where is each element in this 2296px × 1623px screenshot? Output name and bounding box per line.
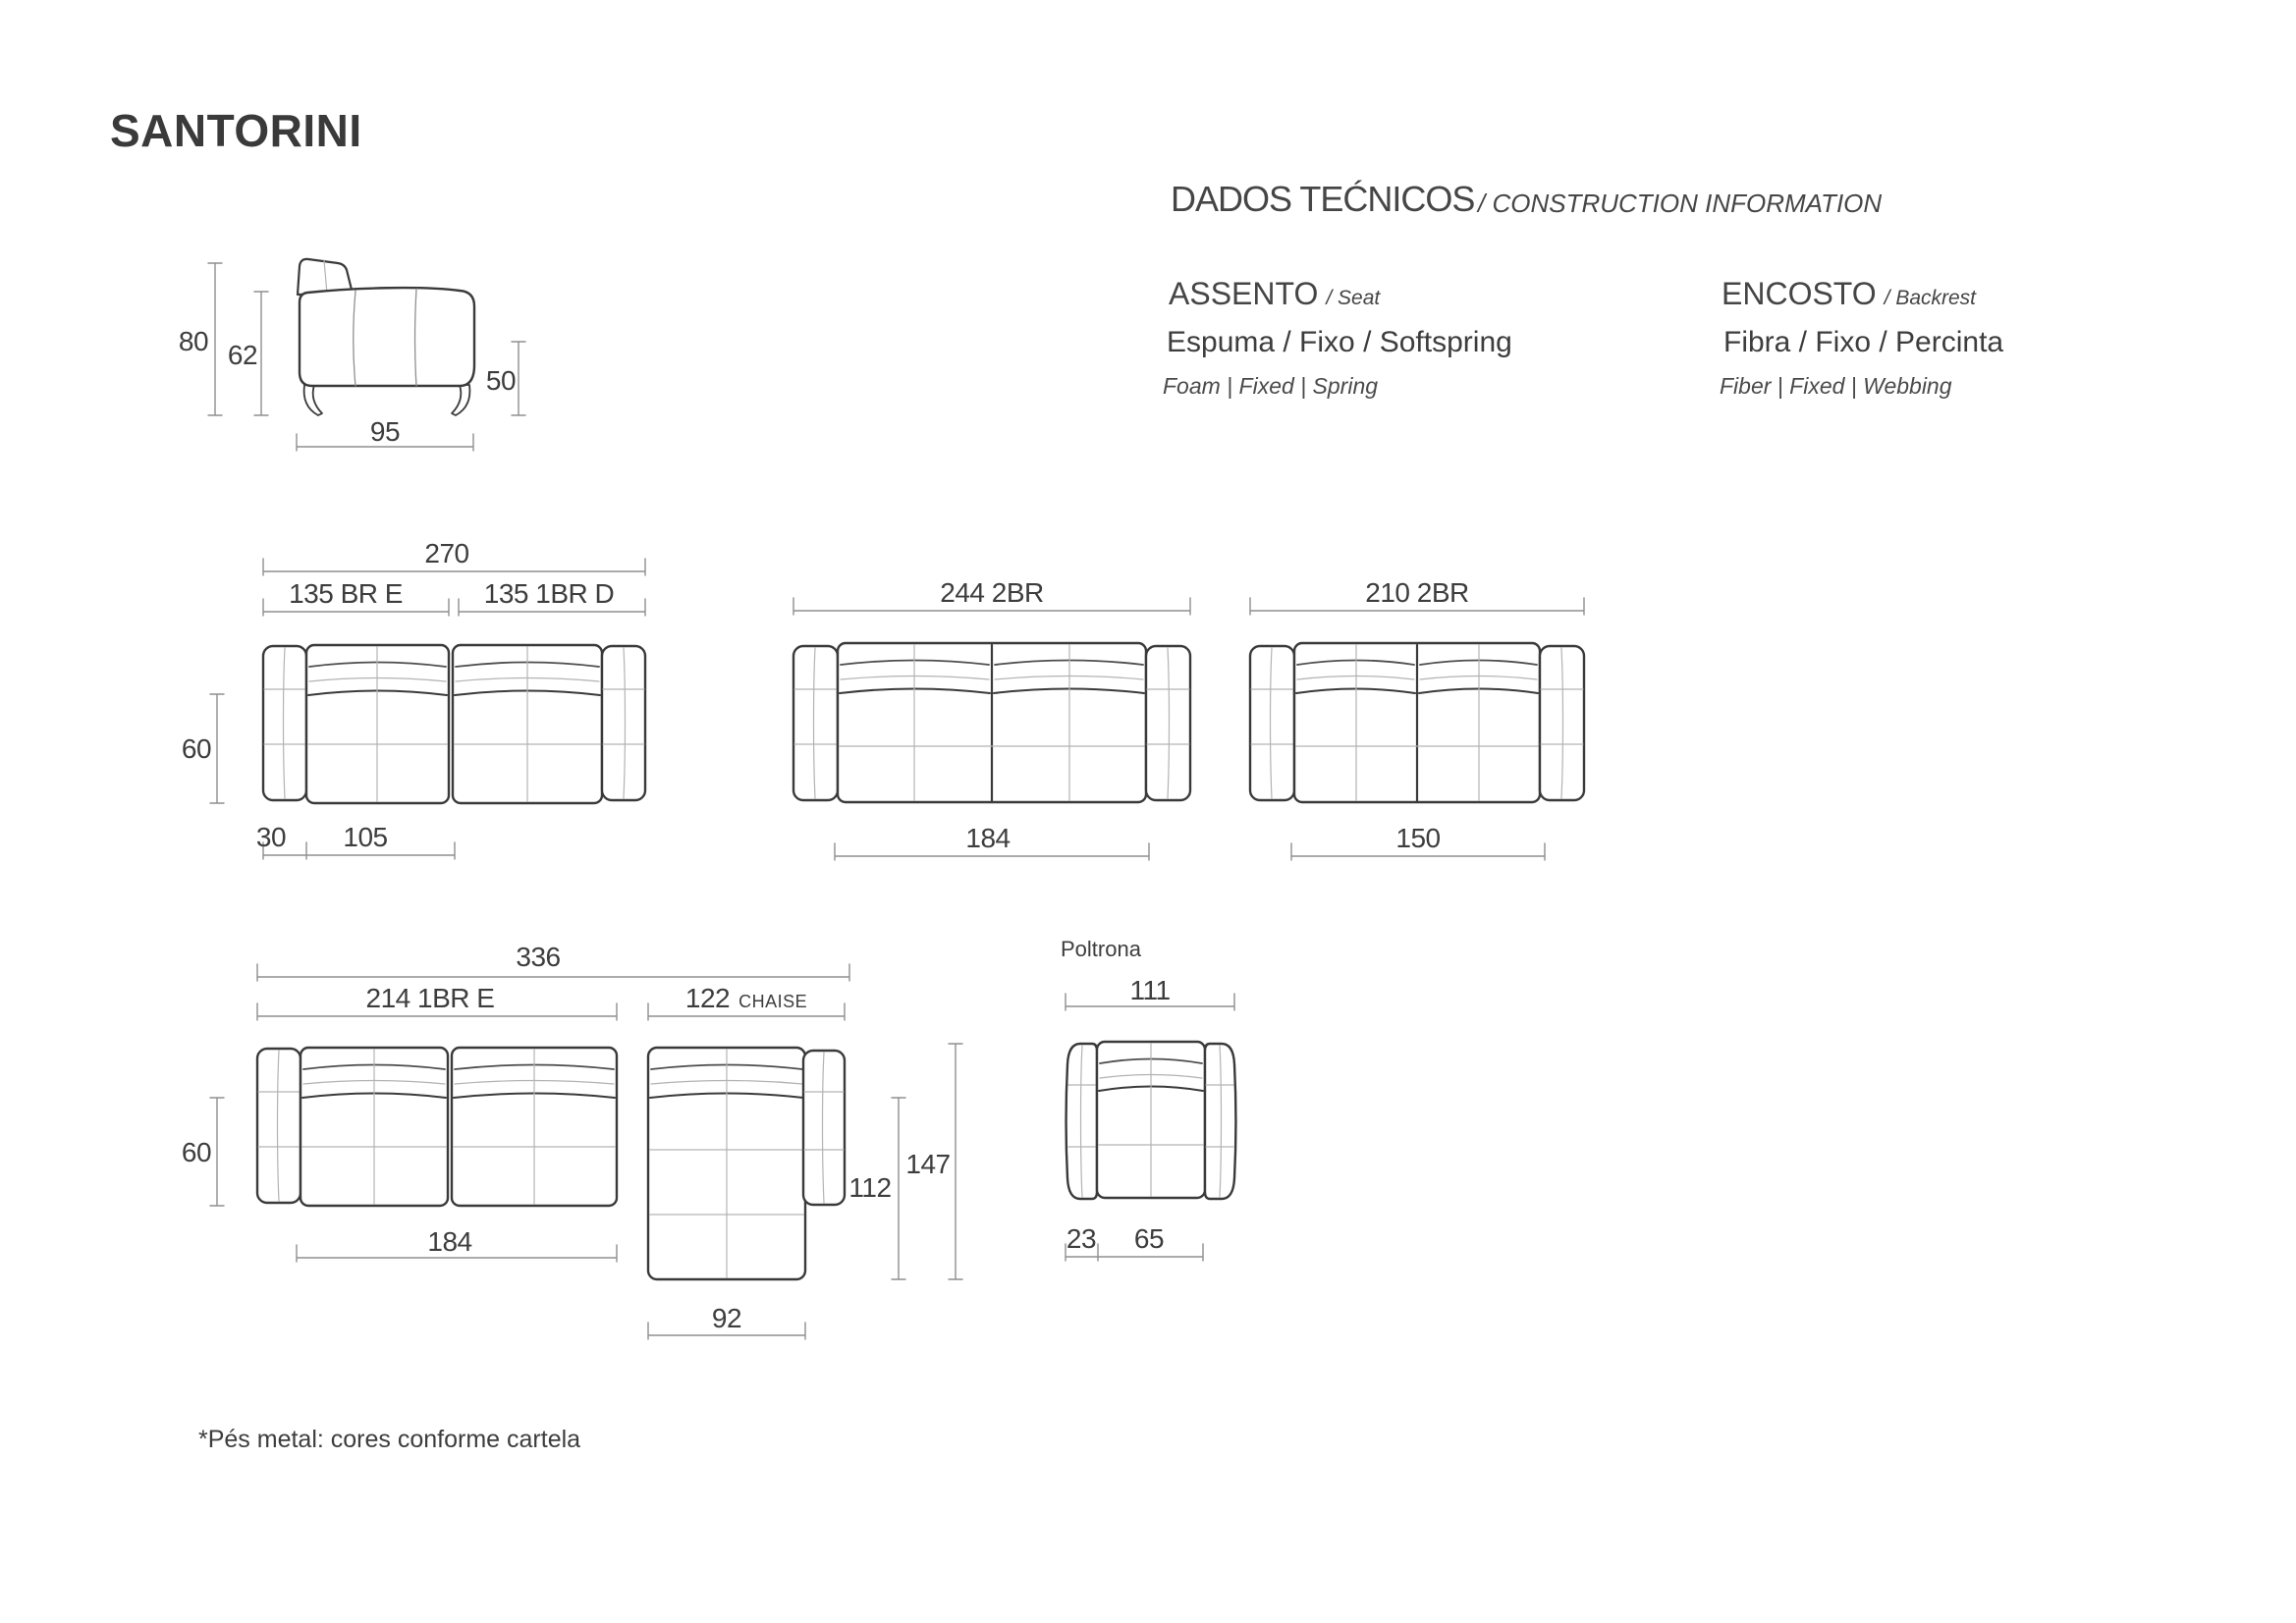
- sofa-336-seat-left-body: [301, 1048, 448, 1206]
- sofa-336-drawing: [210, 964, 962, 1339]
- poltrona-label: Poltrona: [1061, 937, 1141, 961]
- sofa-336-total-width-label: 336: [516, 942, 561, 972]
- sofa-336-chaise-bottom-width-label: 92: [711, 1303, 742, 1333]
- assento-materials-en: Foam | Fixed | Spring: [1163, 373, 1379, 399]
- sofa-336-left-arm: [257, 1049, 301, 1203]
- chaise-word-label: CHAISE: [738, 992, 808, 1011]
- sofa-336-chaise-inner-depth-label: 112: [848, 1172, 892, 1203]
- sofa-210-left-arm: [1250, 646, 1294, 800]
- sofa-244-right-arm: [1146, 646, 1190, 800]
- sofa-270-seat-width-label: 105: [343, 822, 388, 852]
- encosto-materials-en: Fiber | Fixed | Webbing: [1720, 373, 1952, 399]
- sofa-244-total-width-label: 244 2BR: [940, 577, 1044, 608]
- encosto-materials-pt: Fibra / Fixo / Percinta: [1723, 326, 2004, 358]
- sofa-336-chaise-total-depth-label: 147: [905, 1149, 951, 1179]
- sofa-336-seat-right-body: [452, 1048, 617, 1206]
- sofa-244-left-arm: [793, 646, 838, 800]
- assento-materials-pt: Espuma / Fixo / Softspring: [1167, 326, 1512, 358]
- sofa-270-module-right-label: 135 1BR D: [483, 578, 615, 609]
- sofa-270-total-width-label: 270: [424, 538, 469, 568]
- sofa-336-chaise-arm: [803, 1051, 845, 1205]
- side-view-seat-height-label: 50: [485, 365, 517, 396]
- poltrona-drawing: [1066, 994, 1236, 1261]
- sofa-244-drawing: [793, 598, 1190, 860]
- assento-title-row: [1169, 276, 1380, 312]
- poltrona-left-arm: [1066, 1044, 1098, 1199]
- sofa-336-depth-label: 60: [181, 1137, 212, 1167]
- page-title: SANTORINI: [110, 105, 362, 156]
- poltrona-arm-width-label: 23: [1066, 1223, 1097, 1254]
- sofa-336-chaise-body: [648, 1048, 805, 1279]
- sofa-270-module-right-body: [453, 645, 602, 803]
- side-view-body: [300, 288, 474, 386]
- sofa-270-module-left-label: 135 BR E: [289, 578, 403, 609]
- legs-footnote: *Pés metal: cores conforme cartela: [198, 1426, 581, 1453]
- side-view-legs: [304, 385, 470, 415]
- encosto-title-row: [1722, 276, 1976, 312]
- technical-data-heading-en: / CONSTRUCTION INFORMATION: [1478, 189, 1883, 218]
- poltrona-seat-width-label: 65: [1133, 1223, 1165, 1254]
- sofa-336-module-left-label: 214 1BR E: [365, 983, 495, 1013]
- sofa-244-body: [838, 643, 1146, 802]
- side-view-depth-label: 95: [369, 416, 401, 447]
- sofa-210-right-arm: [1540, 646, 1584, 800]
- sofa-336-chaise-width-label: [685, 983, 807, 1014]
- assento-subtitle: / Seat: [1326, 287, 1381, 309]
- sofa-210-seat-width-label: 150: [1395, 823, 1441, 853]
- sofa-270-left-arm: [263, 646, 306, 800]
- chaise-width-value: 122: [684, 983, 731, 1013]
- poltrona-body: [1097, 1042, 1205, 1198]
- sofa-270-right-arm: [602, 646, 645, 800]
- technical-data-heading: DADOS TEĆNICOS: [1171, 179, 1475, 219]
- sofa-210-drawing: [1250, 598, 1584, 860]
- sofa-270-depth-label: 60: [181, 733, 212, 764]
- poltrona-total-width-label: 111: [1129, 975, 1171, 1005]
- side-view-total-height-label: 80: [178, 326, 209, 356]
- encosto-title: ENCOSTO: [1722, 276, 1877, 311]
- assento-title: ASSENTO: [1169, 276, 1319, 311]
- sofa-244-seat-width-label: 184: [965, 823, 1011, 853]
- poltrona-right-arm: [1205, 1044, 1236, 1199]
- side-view-back-height-label: 62: [227, 340, 258, 370]
- sofa-210-body: [1294, 643, 1540, 802]
- sofa-270-arm-width-label: 30: [255, 822, 287, 852]
- encosto-subtitle: / Backrest: [1884, 287, 1977, 309]
- sofa-210-total-width-label: 210 2BR: [1365, 577, 1469, 608]
- sofa-270-module-left-body: [306, 645, 449, 803]
- sofa-336-seat-width-label: 184: [427, 1226, 472, 1257]
